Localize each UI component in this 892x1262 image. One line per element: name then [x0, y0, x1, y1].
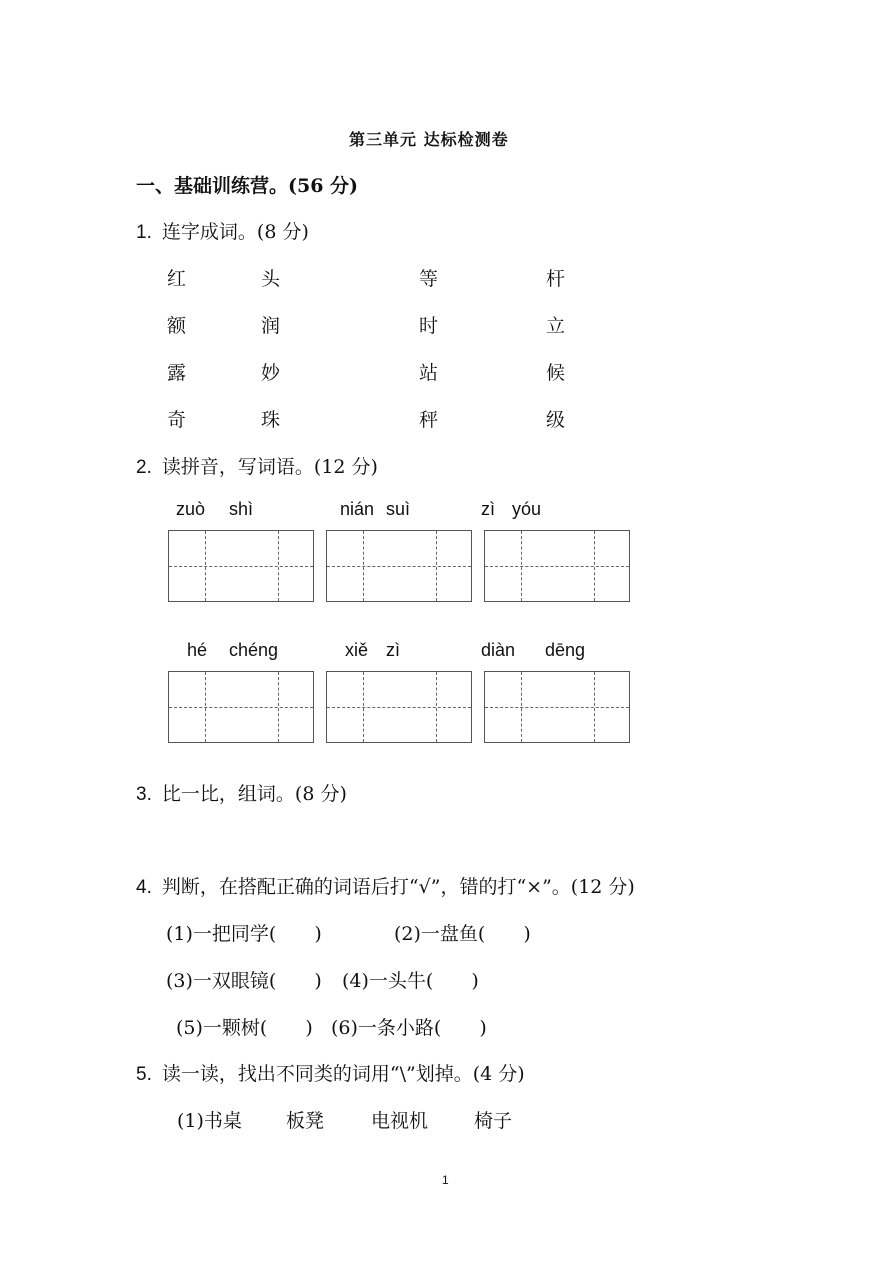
question-number: 3.	[136, 784, 152, 805]
char-item: 杆	[546, 268, 566, 290]
question-number: 1.	[136, 222, 152, 243]
section-heading: 一、基础训练营。(56 分)	[136, 175, 359, 197]
judge-item: (6)一条小路( )	[331, 1017, 487, 1039]
char-item: 候	[546, 362, 566, 384]
question-1	[136, 217, 309, 244]
char-item: 时	[419, 315, 439, 337]
question-3	[136, 779, 347, 806]
word-item: (1)书桌	[177, 1110, 242, 1132]
question-2	[136, 452, 378, 479]
judge-item: (5)一颗树( )	[176, 1017, 313, 1039]
pinyin-syllable: suì	[386, 499, 411, 519]
question-text: 比一比，组词。(8 分)	[161, 783, 347, 805]
writing-box[interactable]	[484, 671, 630, 743]
char-item: 等	[419, 268, 439, 290]
word-item: 电视机	[371, 1110, 429, 1132]
char-item: 润	[261, 315, 281, 337]
question-number: 4.	[136, 877, 152, 898]
pinyin-syllable: diàn	[481, 640, 516, 660]
pinyin-syllable: nián	[340, 499, 375, 519]
page-title: 第三单元 达标检测卷	[349, 130, 509, 149]
question-4	[136, 872, 635, 899]
question-text: 判断，在搭配正确的词语后打“√”，错的打“×”。(12 分)	[161, 876, 635, 898]
char-item: 站	[419, 362, 439, 384]
question-number: 2.	[136, 457, 152, 478]
writing-box[interactable]	[168, 530, 314, 602]
writing-box[interactable]	[168, 671, 314, 743]
char-item: 头	[261, 268, 281, 290]
writing-box[interactable]	[326, 530, 472, 602]
word-item: 板凳	[286, 1110, 325, 1132]
char-item: 露	[167, 362, 187, 384]
writing-box[interactable]	[326, 671, 472, 743]
judge-item: (3)一双眼镜( )	[166, 970, 322, 992]
pinyin-syllable: hé	[187, 640, 208, 660]
pinyin-syllable: zuò	[176, 499, 206, 519]
question-number: 5.	[136, 1064, 152, 1085]
pinyin-syllable: xiě	[345, 640, 369, 660]
char-item: 妙	[261, 362, 281, 384]
char-item: 珠	[261, 409, 281, 431]
pinyin-syllable: yóu	[512, 499, 542, 519]
char-item: 额	[167, 315, 187, 337]
pinyin-syllable: chéng	[229, 640, 279, 660]
char-item: 奇	[167, 409, 187, 431]
question-5	[136, 1059, 525, 1086]
pinyin-syllable: dēng	[545, 640, 586, 660]
char-item: 级	[546, 409, 566, 431]
question-text: 连字成词。(8 分)	[161, 221, 309, 243]
writing-box[interactable]	[484, 530, 630, 602]
question-text: 读一读，找出不同类的词用“\”划掉。(4 分)	[161, 1063, 525, 1085]
question-text: 读拼音，写词语。(12 分)	[161, 456, 378, 478]
pinyin-syllable: zì	[386, 640, 401, 660]
judge-item: (2)一盘鱼( )	[394, 923, 531, 945]
judge-item: (1)一把同学( )	[166, 923, 322, 945]
char-item: 红	[167, 268, 187, 290]
char-item: 秤	[419, 409, 439, 431]
char-item: 立	[546, 315, 566, 337]
word-item: 椅子	[474, 1110, 513, 1132]
pinyin-syllable: zì	[481, 499, 496, 519]
page-number: 1	[442, 1173, 449, 1187]
judge-item: (4)一头牛( )	[342, 970, 479, 992]
pinyin-syllable: shì	[229, 499, 254, 519]
